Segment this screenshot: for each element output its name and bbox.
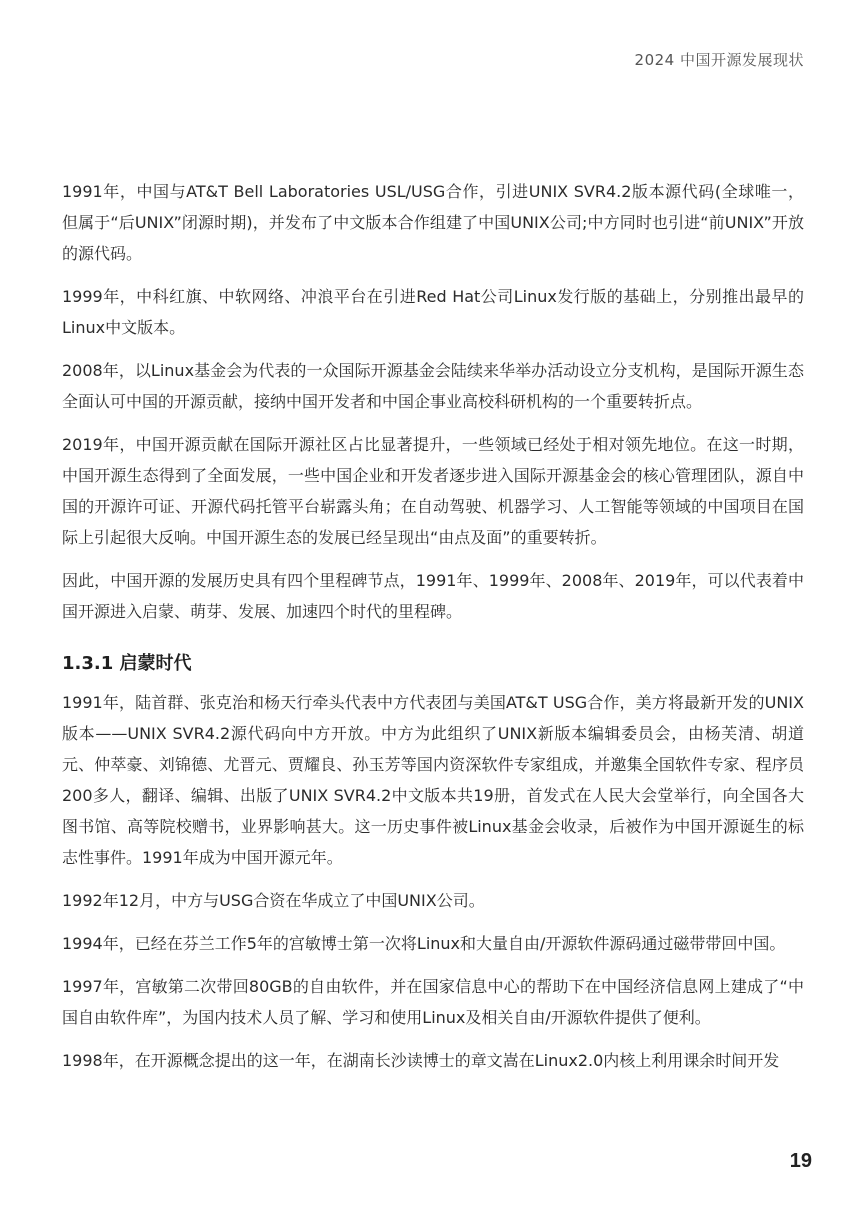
paragraph-1992: 1992年12月，中方与USG合资在华成立了中国UNIX公司。 [62,891,485,910]
paragraph-2019: 2019年，中国开源贡献在国际开源社区占比显著提升，一些领域已经处于相对领先地位。在这一时期，中国开源生态得到了全面发展，一些中国企业和开发者逐步进入国际开源基金会的核心管理团队，源自中国的开源许可证、开源代码托管平台崭露头角；在自动驾驶、机器学习、人工智能等领域的中国项目在国际上引起很大反响。中国开源生态的发展已经呈现出“由点及面”的重要转折。 [62,435,804,547]
paragraph-1999: 1999年，中科红旗、中软网络、冲浪平台在引进Red Hat公司Linux发行版的基础上，分别推出最早的Linux中文版本。 [62,287,804,337]
paragraph-1998: 1998年，在开源概念提出的这一年，在湖南长沙读博士的章文嵩在Linux2.0内核上利用课余时间开发 [62,1051,780,1070]
section-heading: 1.3.1 启蒙时代 [62,653,192,674]
paragraph-2008: 2008年，以Linux基金会为代表的一众国际开源基金会陆续来华举办活动设立分支机构，是国际开源生态全面认可中国的开源贡献，接纳中国开发者和中国企事业高校科研机构的一个重要转折点。 [62,361,804,411]
page-number: 19 [789,1150,812,1172]
running-header: 2024 中国开源发展现状 [634,51,804,69]
paragraph-enlightenment-1991: 1991年，陆首群、张克治和杨天行牵头代表中方代表团与美国AT&T USG合作，美方将最新开发的UNIX版本——UNIX SVR4.2源代码向中方开放。中方为此组织了UNIX新版本编辑委员会，由杨芙清、胡道元、仲萃豪、刘锦德、尤晋元、贾耀良、孙玉芳等国内资深软件专家组成，并邀集全国软件专家、程序员200多人，翻译、编辑、出版了UNIX SVR4.2中文版本共19册，首发式在人民大会堂举行，向全国各大图书馆、高等院校赠书，业界影响甚大。这一历史事件被Linux基金会收录，后被作为中国开源诞生的标志性事件。1991年成为中国开源元年。 [62,693,804,867]
paragraph-1997: 1997年，宫敏第二次带回80GB的自由软件，并在国家信息中心的帮助下在中国经济信息网上建成了“中国自由软件库”，为国内技术人员了解、学习和使用Linux及相关自由/开源软件提供了便利。 [62,977,804,1027]
document-body [62,176,804,1088]
paragraph-1991: 1991年，中国与AT&T Bell Laboratories USL/USG合作，引进UNIX SVR4.2版本源代码(全球唯一，但属于“后UNIX”闭源时期)，并发布了中文版本合作组建了中国UNIX公司;中方同时也引进“前UNIX”开放的源代码。 [62,182,804,263]
paragraph-1994: 1994年，已经在芬兰工作5年的宫敏博士第一次将Linux和大量自由/开源软件源码通过磁带带回中国。 [62,934,786,953]
paragraph-milestones: 因此，中国开源的发展历史具有四个里程碑节点，1991年、1999年、2008年、2019年，可以代表着中国开源进入启蒙、萌芽、发展、加速四个时代的里程碑。 [62,571,804,621]
